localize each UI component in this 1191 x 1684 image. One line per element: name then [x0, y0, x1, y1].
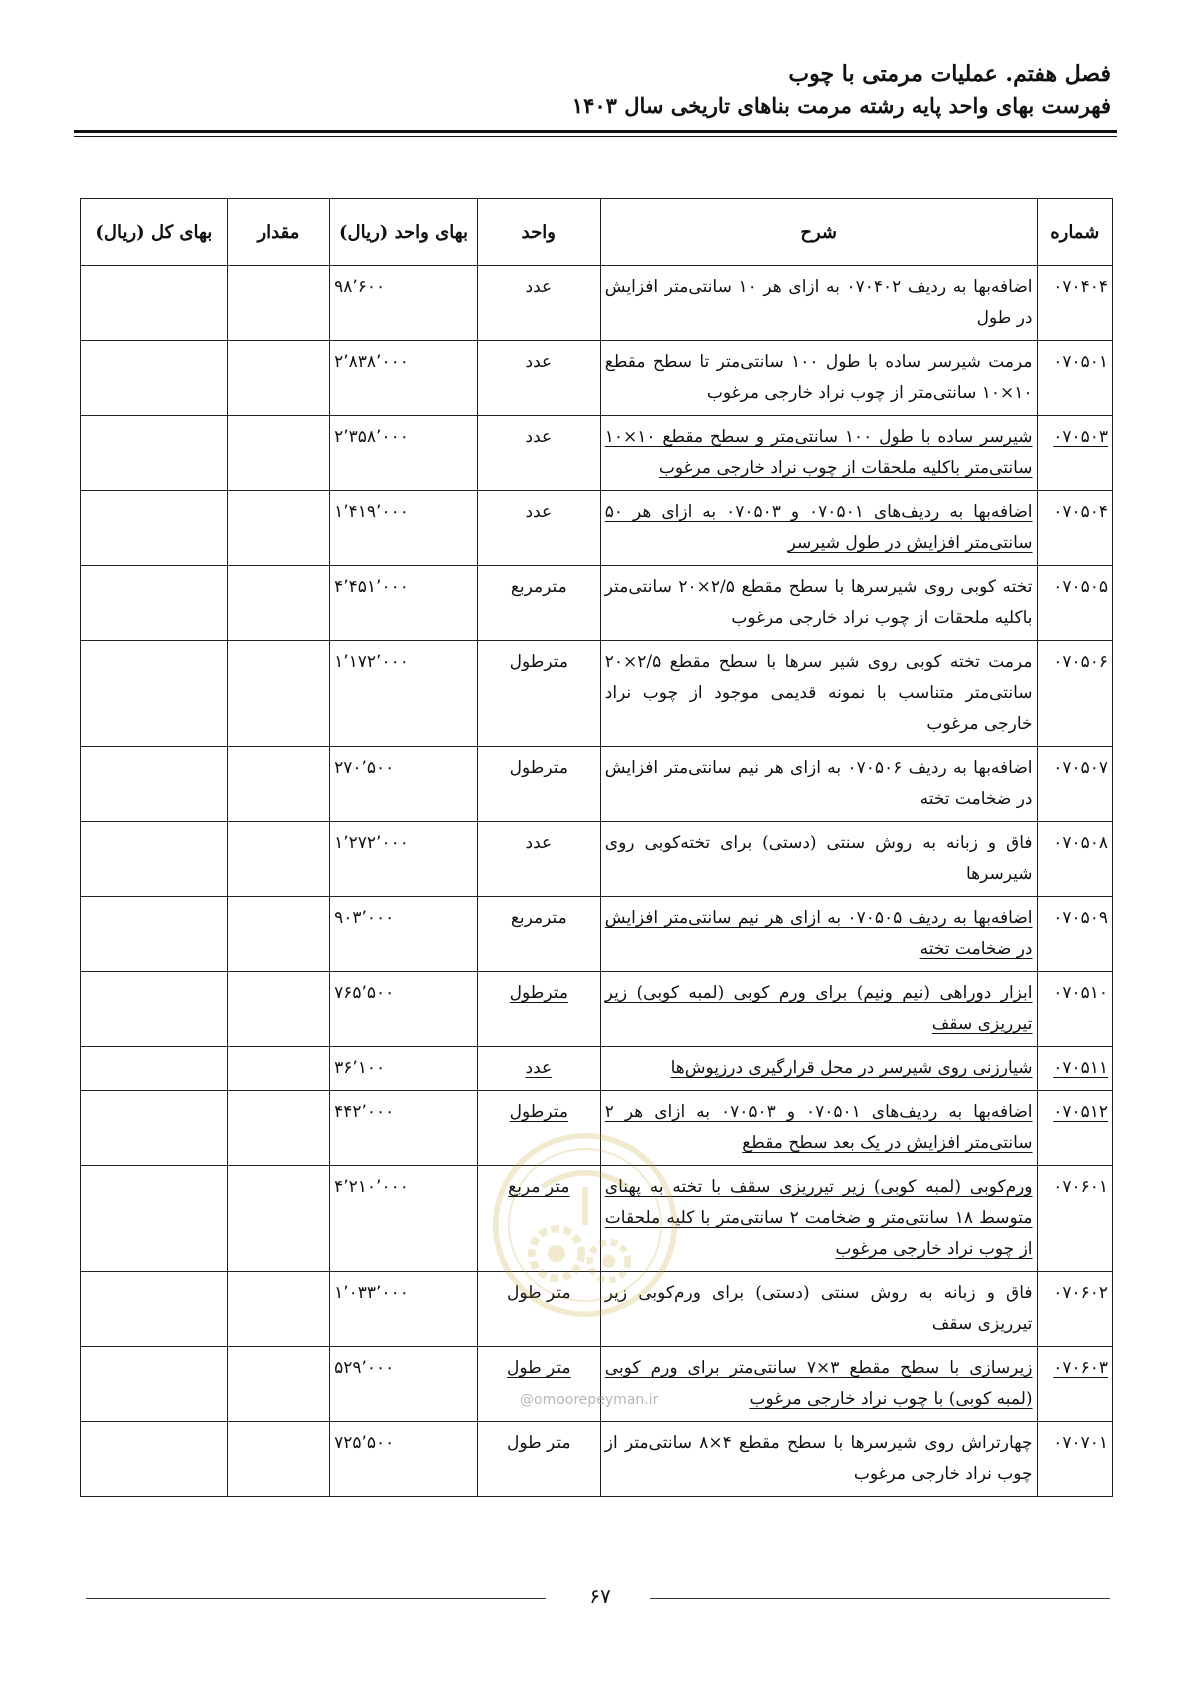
- row-code: ۰۷۰۵۱۲: [1037, 1091, 1112, 1166]
- row-unit: مترمربع: [477, 897, 600, 972]
- row-desc: اضافه‌بها به ردیف ۰۷۰۵۰۶ به ازای هر نیم سانتی‌متر افزایش در ضخامت تخته: [600, 747, 1037, 822]
- row-unit-price: ۹۰۳٬۰۰۰: [330, 897, 478, 972]
- row-unit-price: ۱٬۴۱۹٬۰۰۰: [330, 491, 478, 566]
- row-unit: متر طول: [477, 1422, 600, 1497]
- row-total: [81, 266, 228, 341]
- watermark-site: @omoorepeyman.ir: [520, 1392, 659, 1408]
- table-row: [81, 416, 1113, 491]
- row-qty: [227, 1272, 329, 1347]
- row-unit: مترطول: [477, 641, 600, 747]
- table-row: [81, 491, 1113, 566]
- row-unit-price: ۴٬۲۱۰٬۰۰۰: [330, 1166, 478, 1272]
- row-desc: اضافه‌بها به ردیف‌های ۰۷۰۵۰۱ و ۰۷۰۵۰۳ به ازای هر ۵۰ سانتی‌متر افزایش در طول شیرسر: [600, 491, 1037, 566]
- row-desc: زیرسازی با سطح مقطع ۳×۷ سانتی‌متر برای ورم کوبی (لمبه کوبی) با چوب نراد خارجی مرغوب: [600, 1347, 1037, 1422]
- row-unit: مترطول: [477, 747, 600, 822]
- row-total: [81, 341, 228, 416]
- row-code: ۰۷۰۵۰۹: [1037, 897, 1112, 972]
- row-total: [81, 897, 228, 972]
- col-header-desc: شرح: [600, 199, 1037, 266]
- row-unit: عدد: [477, 822, 600, 897]
- row-unit: مترمربع: [477, 566, 600, 641]
- row-qty: [227, 1091, 329, 1166]
- list-title: فهرست بهای واحد پایه رشته مرمت بناهای تاریخی سال ۱۴۰۳: [571, 93, 1111, 118]
- row-code: ۰۷۰۵۱۰: [1037, 972, 1112, 1047]
- row-desc: چهارتراش روی شیرسرها با سطح مقطع ۴×۸ سانتی‌متر از چوب نراد خارجی مرغوب: [600, 1422, 1037, 1497]
- row-unit-price: ۷۶۵٬۵۰۰: [330, 972, 478, 1047]
- row-code: ۰۷۰۶۰۲: [1037, 1272, 1112, 1347]
- row-qty: [227, 822, 329, 897]
- page-header: [80, 58, 1111, 122]
- row-unit: عدد: [477, 491, 600, 566]
- row-total: [81, 1166, 228, 1272]
- row-qty: [227, 1047, 329, 1091]
- row-desc: اضافه‌بها به ردیف‌های ۰۷۰۵۰۱ و ۰۷۰۵۰۳ به ازای هر ۲ سانتی‌متر افزایش در یک بعد سطح مقطع: [600, 1091, 1037, 1166]
- header-rule-thin: [74, 136, 1117, 137]
- row-code: ۰۷۰۵۰۳: [1037, 416, 1112, 491]
- row-qty: [227, 972, 329, 1047]
- row-qty: [227, 266, 329, 341]
- row-code: ۰۷۰۷۰۱: [1037, 1422, 1112, 1497]
- col-header-code: شماره: [1037, 199, 1112, 266]
- row-desc: تخته کوبی روی شیرسرها با سطح مقطع ۲/۵×۲۰ سانتی‌متر باکلیه ملحقات از چوب نراد خارجی مرغوب: [600, 566, 1037, 641]
- row-unit-price: ۳۶٬۱۰۰: [330, 1047, 478, 1091]
- row-unit-price: ۴٬۴۵۱٬۰۰۰: [330, 566, 478, 641]
- row-total: [81, 1422, 228, 1497]
- row-desc: فاق و زبانه به روش سنتی (دستی) برای ورم‌کوبی زیر تیرریزی سقف: [600, 1272, 1037, 1347]
- row-desc: شیارزنی روی شیرسر در محل قرارگیری درزپوش‌ها: [600, 1047, 1037, 1091]
- row-desc: اضافه‌بها به ردیف ۰۷۰۴۰۲ به ازای هر ۱۰ سانتی‌متر افزایش در طول: [600, 266, 1037, 341]
- row-unit-price: ۷۲۵٬۵۰۰: [330, 1422, 478, 1497]
- row-desc: ورم‌کوبی (لمبه کوبی) زیر تیرریزی سقف با تخته به پهنای متوسط ۱۸ سانتی‌متر و ضخامت ۲ سانتی‌متر با کلیه ملحقات از چوب نراد خارجی مرغوب: [600, 1166, 1037, 1272]
- row-desc: اضافه‌بها به ردیف ۰۷۰۵۰۵ به ازای هر نیم سانتی‌متر افزایش در ضخامت تخته: [600, 897, 1037, 972]
- row-total: [81, 491, 228, 566]
- row-code: ۰۷۰۵۱۱: [1037, 1047, 1112, 1091]
- row-qty: [227, 491, 329, 566]
- row-total: [81, 1347, 228, 1422]
- row-desc: مرمت تخته کوبی روی شیر سرها با سطح مقطع ۲/۵×۲۰ سانتی‌متر متناسب با نمونه قدیمی موجود از چوب نراد خارجی مرغوب: [600, 641, 1037, 747]
- row-unit-price: ۲٬۳۵۸٬۰۰۰: [330, 416, 478, 491]
- table-row: [81, 566, 1113, 641]
- row-total: [81, 416, 228, 491]
- row-code: ۰۷۰۵۰۵: [1037, 566, 1112, 641]
- row-qty: [227, 1422, 329, 1497]
- row-desc: فاق و زبانه به روش سنتی (دستی) برای تخته‌کوبی روی شیرسرها: [600, 822, 1037, 897]
- row-total: [81, 1091, 228, 1166]
- row-code: ۰۷۰۵۰۸: [1037, 822, 1112, 897]
- row-unit-price: ۱٬۱۷۲٬۰۰۰: [330, 641, 478, 747]
- row-unit: متر مربع: [477, 1166, 600, 1272]
- col-header-qty: مقدار: [227, 199, 329, 266]
- row-code: ۰۷۰۵۰۷: [1037, 747, 1112, 822]
- table-header-row: [81, 199, 1113, 266]
- row-code: ۰۷۰۶۰۳: [1037, 1347, 1112, 1422]
- footer-rule-right: [650, 1598, 1110, 1599]
- row-unit-price: ۱٬۰۳۳٬۰۰۰: [330, 1272, 478, 1347]
- row-unit: عدد: [477, 341, 600, 416]
- row-unit-price: ۹۸٬۶۰۰: [330, 266, 478, 341]
- table-row: [81, 1091, 1113, 1166]
- row-unit-price: ۵۲۹٬۰۰۰: [330, 1347, 478, 1422]
- table-row: [81, 897, 1113, 972]
- row-code: ۰۷۰۵۰۱: [1037, 341, 1112, 416]
- price-table: [80, 198, 1113, 1497]
- row-desc: مرمت شیرسر ساده با طول ۱۰۰ سانتی‌متر تا سطح مقطع ۱۰×۱۰ سانتی‌متر از چوب نراد خارجی مرغوب: [600, 341, 1037, 416]
- table-row: [81, 641, 1113, 747]
- row-total: [81, 1047, 228, 1091]
- table-row: [81, 1347, 1113, 1422]
- row-total: [81, 822, 228, 897]
- row-qty: [227, 566, 329, 641]
- row-unit: عدد: [477, 1047, 600, 1091]
- row-total: [81, 566, 228, 641]
- row-unit-price: ۲٬۸۳۸٬۰۰۰: [330, 341, 478, 416]
- row-qty: [227, 1347, 329, 1422]
- row-total: [81, 972, 228, 1047]
- header-rule-thick: [74, 130, 1117, 133]
- row-qty: [227, 416, 329, 491]
- row-code: ۰۷۰۶۰۱: [1037, 1166, 1112, 1272]
- row-unit-price: ۴۴۲٬۰۰۰: [330, 1091, 478, 1166]
- row-unit-price: ۲۷۰٬۵۰۰: [330, 747, 478, 822]
- table-row: [81, 822, 1113, 897]
- row-desc: ابزار دوراهی (نیم ونیم) برای ورم کوبی (لمبه کوبی) زیر تیرریزی سقف: [600, 972, 1037, 1047]
- page-number: ۶۷: [589, 1584, 611, 1608]
- row-unit: عدد: [477, 266, 600, 341]
- row-code: ۰۷۰۴۰۴: [1037, 266, 1112, 341]
- table-row: [81, 266, 1113, 341]
- col-header-unit: واحد: [477, 199, 600, 266]
- row-unit: مترطول: [477, 1091, 600, 1166]
- table-row: [81, 1422, 1113, 1497]
- row-code: ۰۷۰۵۰۶: [1037, 641, 1112, 747]
- table-row: [81, 1047, 1113, 1091]
- row-total: [81, 747, 228, 822]
- row-qty: [227, 1166, 329, 1272]
- row-qty: [227, 747, 329, 822]
- table-row: [81, 341, 1113, 416]
- row-unit-price: ۱٬۲۷۲٬۰۰۰: [330, 822, 478, 897]
- row-unit: عدد: [477, 416, 600, 491]
- table-row: [81, 1272, 1113, 1347]
- row-qty: [227, 341, 329, 416]
- col-header-unit-price: بهای واحد (ریال): [330, 199, 478, 266]
- col-header-total: بهای کل (ریال): [81, 199, 228, 266]
- row-total: [81, 1272, 228, 1347]
- table-row: [81, 1166, 1113, 1272]
- row-code: ۰۷۰۵۰۴: [1037, 491, 1112, 566]
- chapter-title: فصل هفتم. عملیات مرمتی با چوب: [788, 61, 1111, 87]
- table-row: [81, 972, 1113, 1047]
- table-row: [81, 747, 1113, 822]
- row-unit: مترطول: [477, 972, 600, 1047]
- row-total: [81, 641, 228, 747]
- row-desc: شیرسر ساده با طول ۱۰۰ سانتی‌متر و سطح مقطع ۱۰×۱۰ سانتی‌متر باکلیه ملحقات از چوب نراد خارجی مرغوب: [600, 416, 1037, 491]
- row-qty: [227, 897, 329, 972]
- row-unit: متر طول: [477, 1272, 600, 1347]
- footer-rule-left: [86, 1598, 546, 1599]
- row-qty: [227, 641, 329, 747]
- row-unit: متر طول: [477, 1347, 600, 1422]
